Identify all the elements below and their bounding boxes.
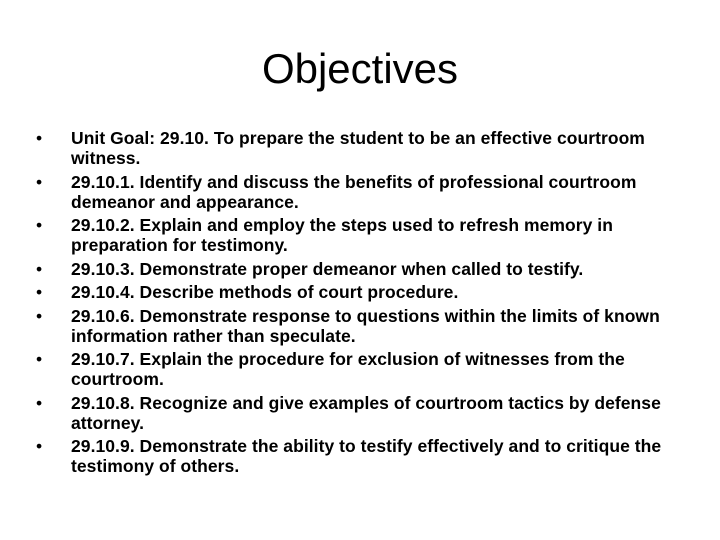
list-item-text: 29.10.2. Explain and employ the steps used to refresh memory in preparation for testimony. (71, 215, 613, 255)
bullet-icon: • (36, 128, 43, 148)
bullet-icon: • (36, 282, 43, 302)
list-item-objective-7 (36, 349, 686, 389)
list-item-text: 29.10.7. Explain the procedure for exclusion of witnesses from the courtroom. (71, 349, 625, 389)
list-item-text: 29.10.4. Describe methods of court procedure. (71, 282, 459, 302)
list-item-text: 29.10.3. Demonstrate proper demeanor when called to testify. (71, 258, 584, 279)
list-item-objective-3 (36, 259, 686, 279)
list-item-objective-6 (36, 306, 686, 346)
list-item-text: 29.10.8. Recognize and give examples of courtroom tactics by defense attorney. (71, 392, 661, 433)
list-item-text: 29.10.1. Identify and discuss the benefits of professional courtroom demeanor and appearance. (71, 171, 637, 212)
list-item-text: Unit Goal: 29.10. To prepare the student to be an effective courtroom witness. (71, 128, 645, 168)
bullet-icon: • (36, 305, 43, 326)
list-item-objective-2 (36, 215, 686, 255)
bullet-icon: • (36, 349, 43, 369)
list-item-objective-4 (36, 282, 686, 302)
list-item-text: 29.10.9. Demonstrate the ability to testify effectively and to critique the testimony of others. (71, 436, 662, 476)
bullet-icon: • (36, 258, 43, 279)
bullet-icon: • (36, 436, 43, 456)
list-item-objective-9 (36, 436, 686, 476)
list-item-objective-1 (36, 172, 686, 212)
list-item-text: 29.10.6. Demonstrate response to questions within the limits of known information rather than speculate. (71, 305, 660, 346)
list-item-unit-goal (36, 128, 686, 168)
slide-title: Objectives (261, 45, 459, 92)
list-item-objective-8 (36, 393, 686, 433)
bullet-icon: • (36, 171, 43, 192)
objectives-list (36, 128, 686, 480)
bullet-icon: • (36, 392, 43, 413)
bullet-icon: • (36, 215, 43, 235)
